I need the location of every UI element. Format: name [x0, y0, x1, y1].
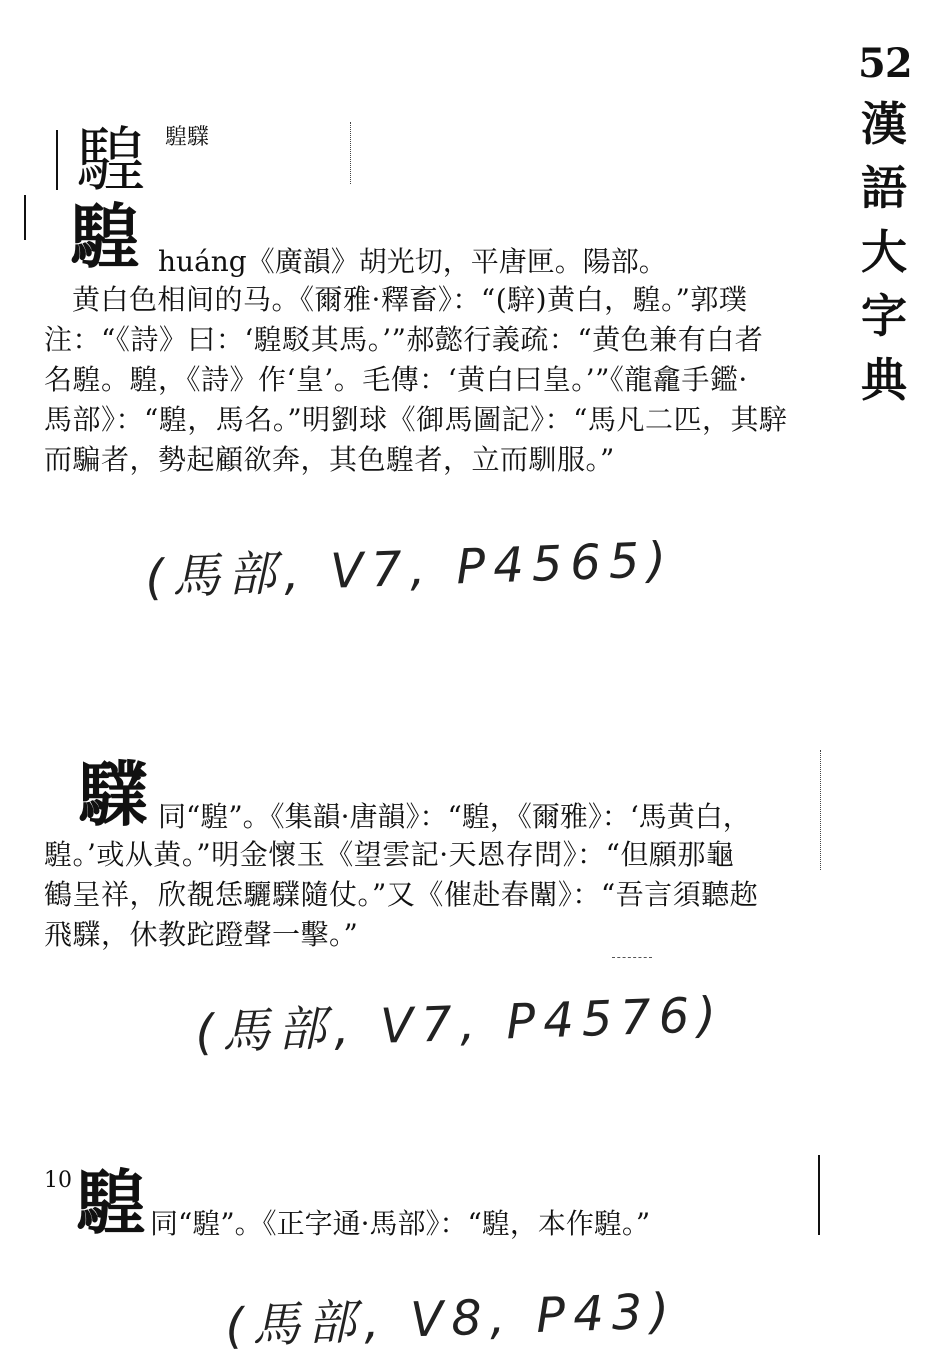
- dashed-mark: [612, 957, 652, 958]
- definition-line: 注：“《詩》曰：‘騜駁其馬。’”郝懿行義疏：“黄色兼有白者: [44, 323, 764, 356]
- title-char: 典: [861, 353, 907, 407]
- handwritten-note: (馬部, V8, P43): [224, 1283, 678, 1355]
- entry-heading-char: 騜: [76, 119, 146, 201]
- entry-pinyin-line: huáng《廣韻》胡光切，平唐匣。陽部。: [158, 245, 667, 278]
- page-number: 52: [858, 40, 912, 87]
- margin-line: [24, 195, 26, 240]
- definition-line: 馬部》：“騜，馬名。”明劉球《御馬圖記》：“馬凡二匹，其騂: [44, 403, 788, 436]
- definition-line: 飛驜，休教跎蹬聲一擊。”: [44, 918, 359, 951]
- entry-definition: [44, 280, 824, 480]
- entry-char: 驜: [78, 753, 148, 836]
- title-char: 漢: [861, 97, 907, 151]
- divider-line: [350, 122, 351, 184]
- handwritten-note: (馬部, V7, P4576): [194, 986, 725, 1062]
- entry-definition-first: 同“騜”。《集韻·唐韻》：“騜，《爾雅》：‘馬黄白，: [158, 800, 751, 833]
- entry-char: 騜: [70, 195, 140, 278]
- title-char: 大: [861, 225, 907, 279]
- margin-line: [818, 1155, 820, 1235]
- definition-line: 黄白色相间的马。《爾雅·釋畜》：“(騂)黄白，騜。”郭璞: [72, 283, 748, 316]
- margin-line: [56, 130, 58, 190]
- entry-char: 騜: [76, 1161, 146, 1244]
- stroke-count: 10: [44, 1168, 72, 1193]
- definition-line: 鶴呈祥，欣覩恁驪驜隨仗。”又《催赴春闈》：“吾言須聽趂: [44, 878, 759, 911]
- title-char: 字: [861, 289, 907, 343]
- definition-line: 名騜。騜，《詩》作‘皇’。毛傳：‘黄白曰皇。’”《龍龕手鑑·: [44, 363, 748, 396]
- entry-definition: 同“騜”。《正字通·馬部》：“騜，本作騜。”: [150, 1207, 651, 1240]
- definition-line: 騜。’或从黄。”明金懷玉《望雲記·天恩存問》：“但願那龜: [44, 838, 735, 871]
- handwritten-note: (馬部, V7, P4565): [144, 531, 675, 607]
- definition-line: 而騙者，勢起顧欲奔，其色騜者，立而馴服。”: [44, 443, 615, 476]
- title-char: 語: [861, 161, 907, 215]
- entry-heading-note: 騜驜: [165, 125, 210, 150]
- dictionary-title: [856, 92, 912, 412]
- entry-definition: [44, 835, 824, 955]
